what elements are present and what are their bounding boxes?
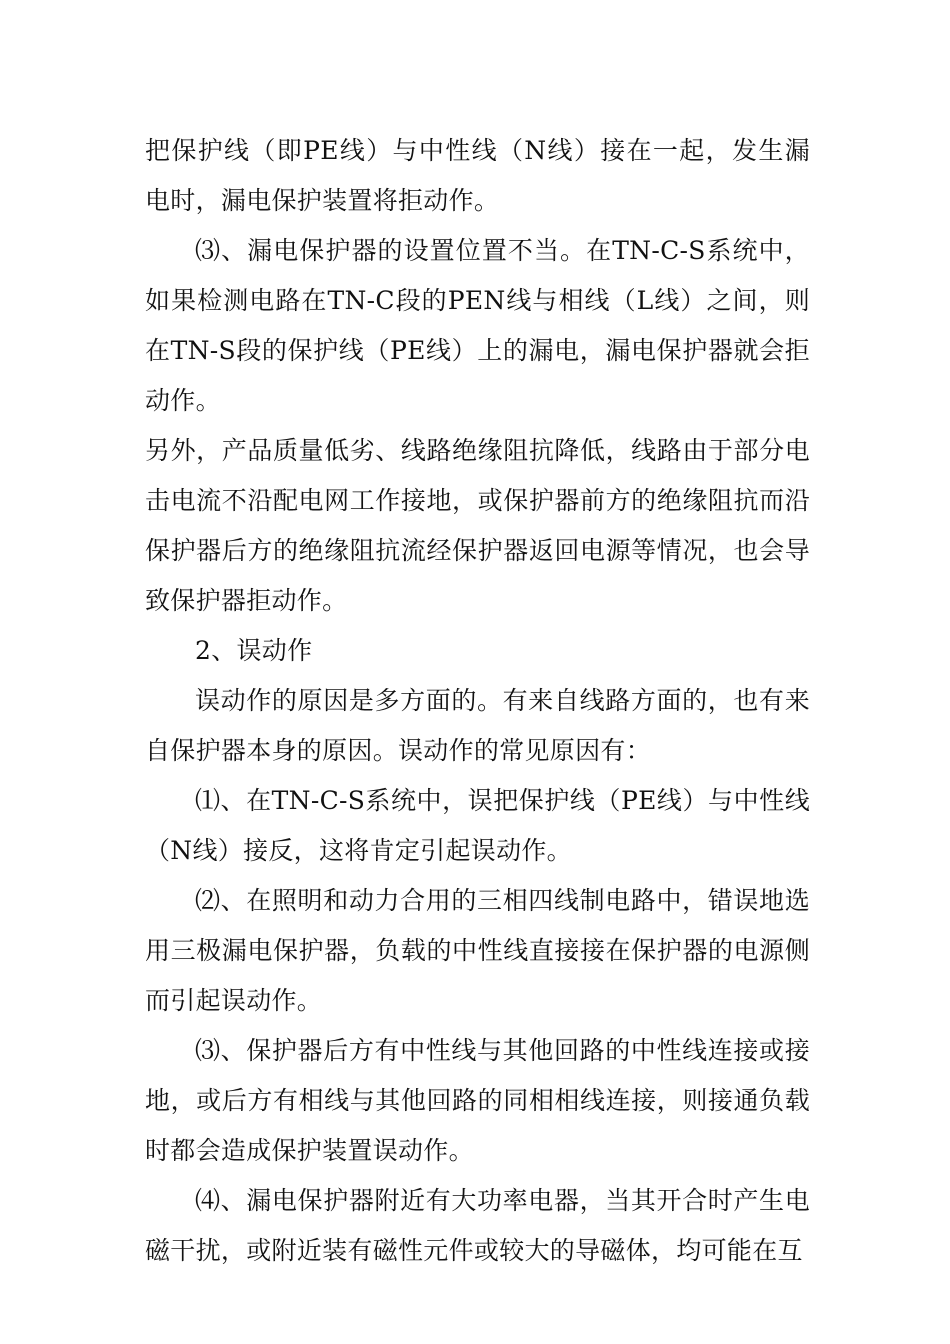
section-heading-misoperation: 2、误动作 <box>195 636 313 665</box>
paragraph-misoperation-intro: 误动作的原因是多方面的。有来自线路方面的，也有来自保护器本身的原因。误动作的常见原因有： <box>145 686 810 765</box>
document-body <box>145 126 810 1276</box>
paragraph-continuation: 把保护线（即PE线）与中性线（N线）接在一起，发生漏电时，漏电保护装置将拒动作。 <box>145 136 810 215</box>
paragraph-item-2: ⑵、在照明和动力合用的三相四线制电路中，错误地选用三极漏电保护器，负载的中性线直接接在保护器的电源侧而引起误动作。 <box>145 886 810 1015</box>
paragraph-item-4: ⑷、漏电保护器附近有大功率电器，当其开合时产生电磁干扰，或附近装有磁性元件或较大的导磁体，均可能在互 <box>145 1186 810 1265</box>
paragraph-other-causes: 另外，产品质量低劣、线路绝缘阻抗降低，线路由于部分电击电流不沿配电网工作接地，或保护器前方的绝缘阻抗而沿保护器后方的绝缘阻抗流经保护器返回电源等情况，也会导致保护器拒动作。 <box>145 436 810 615</box>
paragraph-item-3: ⑶、保护器后方有中性线与其他回路的中性线连接或接地，或后方有相线与其他回路的同相相线连接，则接通负载时都会造成保护装置误动作。 <box>145 1036 810 1165</box>
paragraph-item-1: ⑴、在TN-C-S系统中，误把保护线（PE线）与中性线（N线）接反，这将肯定引起误动作。 <box>145 786 810 865</box>
paragraph-item-3-placement: ⑶、漏电保护器的设置位置不当。在TN-C-S系统中，如果检测电路在TN-C段的PEN线与相线（L线）之间，则在TN-S段的保护线（PE线）上的漏电，漏电保护器就会拒动作。 <box>145 236 810 415</box>
